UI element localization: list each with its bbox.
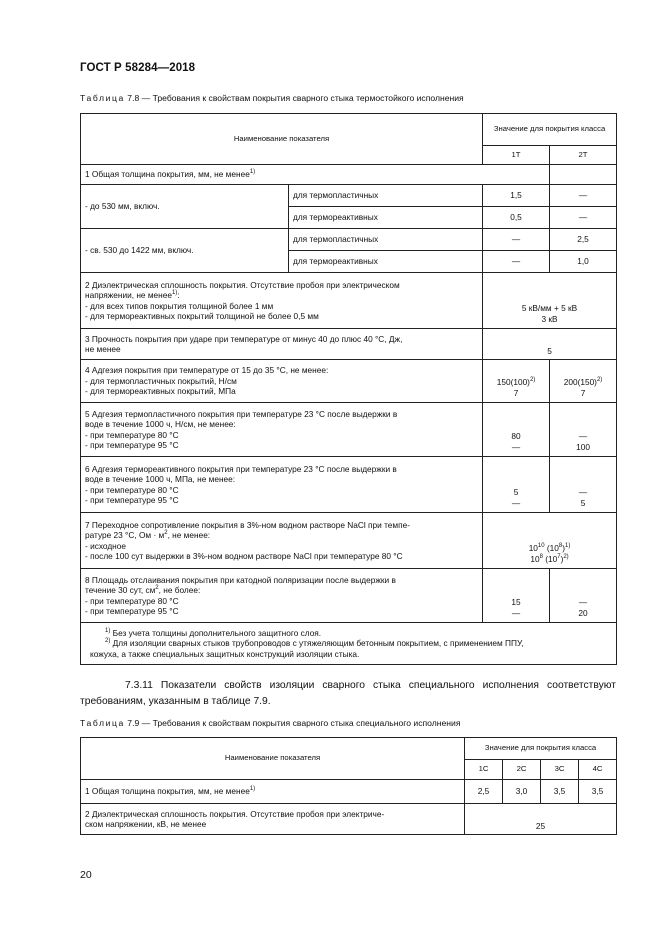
row-8-label: 8 Площадь отслаивания покрытия при катодной поляризации после выдержки в течение 30 сут, $см^2$, не более: - при температуре 80 °С - при температуре 95 °С: [81, 569, 483, 623]
footnote-2: $^{2)}$ Для изоляции сварных стыков трубопроводов с утяжеляющим бетонным покрытием, с применением ППУ,: [105, 638, 524, 649]
row-5-label: 5 Адгезия термопластичного покрытия при температуре 23 °С после выдержки в воде в течение 1000 ч, Н/см, не менее: - при температуре 80 °С - при температуре 95 °С: [81, 403, 483, 457]
value-cell: —: [550, 185, 617, 207]
row-4-label: 4 Адгезия покрытия при температуре от 15 до 35 °С, не менее: - для термопластичных покрытий, Н/см - для термореактивных покрытий, МПа: [81, 360, 483, 403]
caption-text: 7.8 — Требования к свойствам покрытия сварного стыка термостойкого исполнения: [127, 93, 464, 103]
class-header-1c: 1С: [465, 760, 503, 780]
column-header-value: Значение для покрытия класса: [483, 114, 617, 146]
paragraph-7-3-11: 7.3.11 Показатели свойств изоляции сварного стыка специального исполнения соответствуют требованиям, указанным в таблице 7.9.: [80, 680, 616, 707]
table-row: [81, 229, 617, 251]
class-header-1t: 1Т: [483, 146, 550, 165]
row-7-label: 7 Переходное сопротивление покрытия в 3%-ном водном растворе NaCl при темпе- ратуре 23 °С, Ом · $м^2$, не менее: - исходное - после 100 сут выдержки в 3%-ном водном растворе NaCl при температуре 80 °С: [81, 513, 483, 569]
column-header-name: Наименование показателя: [81, 114, 483, 165]
table-row: [81, 513, 617, 569]
table-row: [81, 329, 617, 360]
table-7-8-caption: [80, 93, 464, 103]
table-row: [81, 403, 617, 457]
class-header-2c: 2С: [503, 760, 541, 780]
value-cell: —: [483, 251, 550, 273]
table-row: [81, 360, 617, 403]
row-6-value-2t: — 5: [550, 457, 617, 513]
value-cell: —: [483, 229, 550, 251]
column-header-value: Значение для покрытия класса: [465, 738, 617, 760]
value-cell: 1,0: [550, 251, 617, 273]
caption-label: Таблица: [80, 718, 125, 728]
row-4-value-2t: $200(150)^{2)}$ 7: [550, 360, 617, 403]
row-1-sub: для термопластичных: [289, 229, 483, 251]
row-5-value-2t: — 100: [550, 403, 617, 457]
table-row: [81, 273, 617, 329]
document-header: ГОСТ Р 58284—2018: [80, 62, 196, 74]
row-1-title: 1 Общая толщина покрытия, мм, не менее$^{1)}$: [81, 780, 465, 804]
caption-text: 7.9 — Требования к свойствам покрытия сварного стыка специального исполнения: [127, 718, 461, 728]
value-cell: 1,5: [483, 185, 550, 207]
row-8-value-2t: — 20: [550, 569, 617, 623]
class-header-2t: 2Т: [550, 146, 617, 165]
row-8-value-1t: 15 —: [483, 569, 550, 623]
table-row: [81, 457, 617, 513]
table-row: [81, 804, 617, 835]
row-3-label: 3 Прочность покрытия при ударе при температуре от минус 40 до плюс 40 °С, Дж, не менее: [81, 329, 483, 360]
value-cell: 2,5: [465, 780, 503, 804]
row-1-sub: для термореактивных: [289, 207, 483, 229]
row-2-label: 2 Диэлектрическая сплошность покрытия. Отсутствие пробоя при электрическом напряжении, не менее$^{1)}$: - для всех типов покрытия толщиной более 1 мм - для термореактивных покрытий толщиной не более 0,5 мм: [81, 273, 483, 329]
row-5-value-1t: 80 —: [483, 403, 550, 457]
row-1-group-2: - св. 530 до 1422 мм, включ.: [81, 229, 289, 273]
value-cell: 3,5: [579, 780, 617, 804]
class-header-4c: 4С: [579, 760, 617, 780]
page-number: 20: [80, 869, 92, 881]
row-6-label: 6 Адгезия термореактивного покрытия при температуре 23 °С после выдержки в воде в течение 1000 ч, МПа, не менее: - при температуре 80 °С - при температуре 95 °С: [81, 457, 483, 513]
value-cell: 3,5: [541, 780, 579, 804]
value-cell: 0,5: [483, 207, 550, 229]
value-cell: 3,0: [503, 780, 541, 804]
row-6-value-1t: 5 —: [483, 457, 550, 513]
column-header-name: Наименование показателя: [81, 738, 465, 780]
table-row: [81, 165, 617, 185]
table-7-8: [80, 113, 616, 666]
table-row: [81, 185, 617, 207]
row-1-title: 1 Общая толщина покрытия, мм, не менее$^{1)}$: [81, 165, 483, 185]
row-4-value-1t: $150(100)^{2)}$ 7: [483, 360, 550, 403]
row-1-sub: для термореактивных: [289, 251, 483, 273]
row-2-value: 5 кВ/мм + 5 кВ 3 кВ: [483, 273, 617, 329]
row-3-value: 5: [483, 329, 617, 360]
row-1-sub: для термопластичных: [289, 185, 483, 207]
table-7-9-caption: [80, 718, 461, 728]
value-cell: —: [550, 207, 617, 229]
footnote-1: $^{1)}$ Без учета толщины дополнительного защитного слоя.: [105, 627, 322, 638]
table-row: [81, 569, 617, 623]
row-2-value: 25: [465, 804, 617, 835]
table-7-9: [80, 737, 616, 837]
row-1-group-1: - до 530 мм, включ.: [81, 185, 289, 229]
caption-label: Таблица: [80, 93, 125, 103]
footnote-2-continued: кожуха, а также специальных защитных конструкций изоляции стыка.: [90, 648, 360, 659]
table-row: [81, 780, 617, 804]
row-2-label: 2 Диэлектрическая сплошность покрытия. Отсутствие пробоя при электриче- ском напряжении, кВ, не менее: [81, 804, 465, 835]
value-cell: 2,5: [550, 229, 617, 251]
class-header-3c: 3С: [541, 760, 579, 780]
table-footnotes: [81, 623, 617, 665]
row-7-value: $10^{10}$ $(10^8)^{1)}$ $10^8$ $(10^7)^{2)}$: [483, 513, 617, 569]
